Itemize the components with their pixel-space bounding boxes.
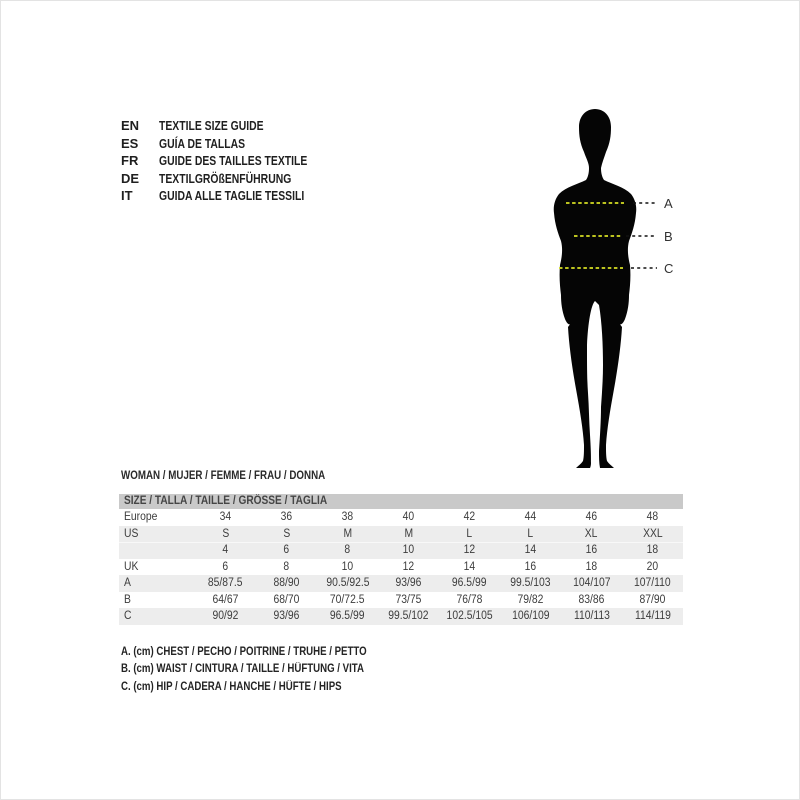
table-cell: 10 [341,560,354,573]
table-cell: 36 [280,511,293,523]
chest-label: A [664,196,673,211]
size-table-header [119,494,683,509]
lang-code: ES [121,135,139,151]
table-cell: 114/119 [634,610,671,622]
table-cell: 4 [222,544,229,556]
measurement-figure [546,105,696,471]
table-row-label: UK [124,560,139,573]
legend-waist: B. (cm) WAIST / CINTURA / TAILLE / HÜFTUNG / VITA [121,663,364,676]
lang-row-it [121,187,344,205]
legend-hip: C. (cm) HIP / CADERA / HANCHE / HÜFTE / HIPS [121,680,342,693]
table-cell: 18 [646,544,659,556]
measurement-legend [121,644,413,696]
table-cell: 12 [463,544,476,556]
table-cell: 10 [402,544,415,556]
table-cell: 16 [585,544,598,556]
lang-code: FR [121,153,139,169]
table-row-label: US [124,527,139,540]
woman-silhouette-image [554,109,637,468]
table-cell: 6 [283,544,290,556]
lang-code: IT [121,188,133,204]
table-cell: 16 [524,560,537,573]
table-cell: S [283,527,290,540]
table-cell: 18 [585,560,598,573]
table-cell: 70/72.5 [330,593,365,606]
table-cell: 107/110 [634,577,671,589]
table-cell: 93/96 [273,610,300,622]
legend-chest: A. (cm) CHEST / PECHO / POITRINE / TRUHE / PETTO [121,646,367,658]
table-row-label: C [124,610,132,622]
lang-title: TEXTILE SIZE GUIDE [159,118,264,133]
table-cell: 76/78 [456,593,483,606]
table-cell: 48 [646,511,659,523]
table-cell: 8 [344,544,351,556]
table-row-uk [119,559,683,576]
table-cell: 38 [341,511,354,523]
lang-code: DE [121,170,140,186]
table-cell: 42 [463,511,476,523]
table-cell: L [466,527,473,540]
table-row-us [119,526,683,543]
table-cell: 110/113 [573,610,610,622]
table-cell: 64/67 [212,593,239,606]
table-cell: 73/75 [395,593,422,606]
lang-title: GUIDA ALLE TAGLIE TESSILI [159,188,305,204]
table-row-label: B [124,593,131,606]
section-title-woman [121,470,361,482]
lang-row-en [121,117,344,135]
size-table [119,494,683,625]
table-cell: XXL [642,527,663,540]
table-cell: 85/87.5 [208,577,243,589]
table-cell: 90.5/92.5 [325,577,370,589]
table-row-label: Europe [124,511,158,523]
table-cell: 90/92 [212,610,239,622]
section-title-text: WOMAN / MUJER / FEMME / FRAU / DONNA [121,470,326,482]
table-cell: 88/90 [273,577,300,589]
lang-row-fr [121,152,344,170]
table-cell: 6 [222,560,229,573]
table-row-waist [119,592,683,609]
table-cell: 93/96 [395,577,422,589]
table-cell: S [222,527,229,540]
table-cell: 14 [463,560,476,573]
table-cell: 99.5/103 [510,577,551,589]
table-cell: 96.5/99 [330,610,365,622]
lang-title: GUIDE DES TAILLES TEXTILE [159,153,308,169]
table-cell: 40 [402,511,415,523]
table-cell: 96.5/99 [452,577,487,589]
table-cell: XL [585,527,598,540]
table-cell: M [404,527,413,540]
table-cell: 99.5/102 [388,610,429,622]
table-cell: 46 [585,511,598,523]
size-table-header-text: SIZE / TALLA / TAILLE / GRÖSSE / TAGLIA [124,495,328,507]
table-cell: 12 [402,560,415,573]
table-cell: 102.5/105 [446,610,493,622]
table-cell: L [527,527,534,540]
table-cell: 79/82 [517,593,544,606]
table-cell: 14 [524,544,537,556]
table-cell: 44 [524,511,537,523]
table-row-label: A [124,577,131,589]
table-row-chest [119,575,683,592]
table-cell: 87/90 [639,593,666,606]
table-row-hip [119,608,683,625]
lang-row-de [121,170,344,188]
table-cell: 68/70 [273,593,300,606]
hip-label: C [664,261,674,276]
lang-title: GUÍA DE TALLAS [159,135,246,151]
table-row-us-numeric [119,542,683,559]
table-cell: 83/86 [578,593,605,606]
table-row-label [119,543,195,559]
lang-code: EN [121,118,140,133]
table-cell: 8 [283,560,290,573]
table-cell: 34 [219,511,232,523]
table-cell: 106/109 [511,610,550,622]
lang-row-es [121,135,344,153]
language-title-list [121,117,344,205]
table-row-europe [119,509,683,526]
waist-label: B [664,229,673,244]
lang-title: TEXTILGRÖßENFÜHRUNG [159,170,292,186]
table-cell: 20 [646,560,659,573]
table-cell: M [343,527,352,540]
table-cell: 104/107 [572,577,611,589]
